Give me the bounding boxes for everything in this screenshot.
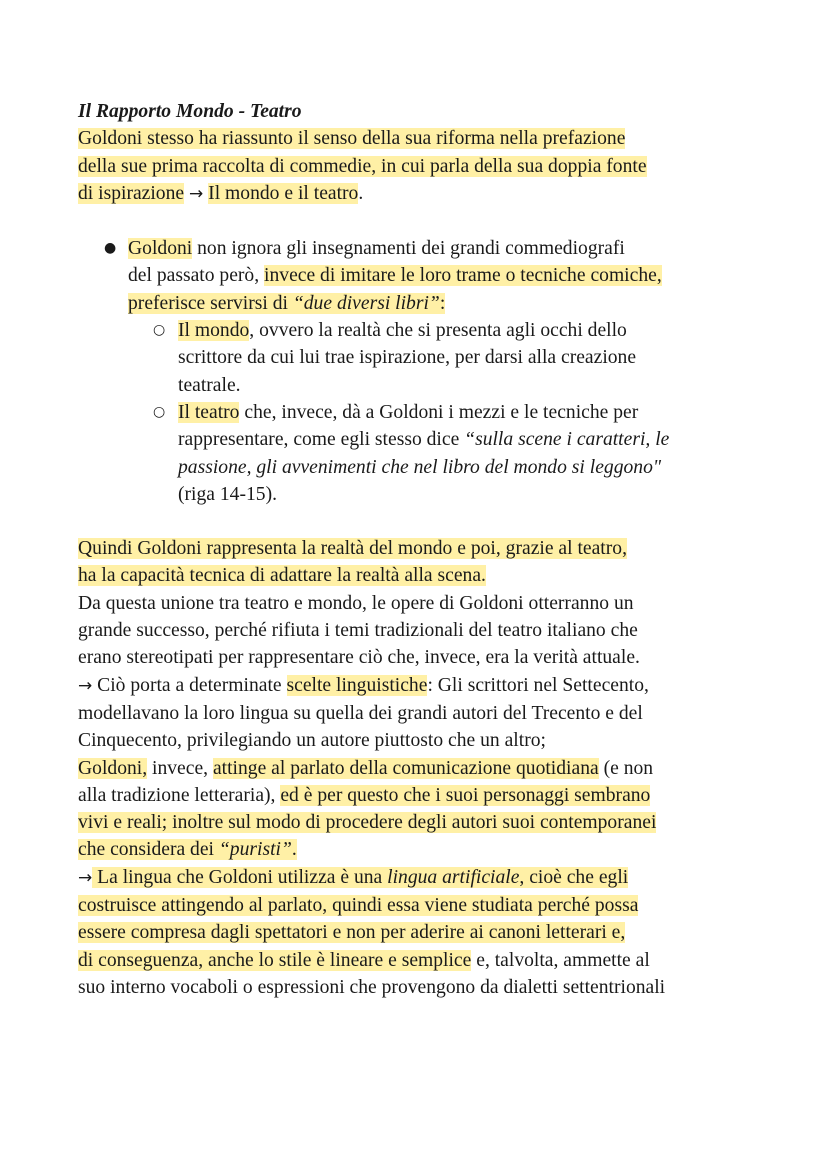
body-q1: Quindi Goldoni rappresenta la realtà del mondo e poi, grazie al teatro, — [78, 538, 627, 560]
list-item — [78, 399, 788, 508]
bullet-line-2b: invece di imitare le loro trame o tecniche comiche, — [264, 265, 662, 287]
body-l4a: di conseguenza, anche lo stile è lineare e semplice — [78, 949, 472, 971]
body-g2b: ed è per questo che i suoi personaggi sembrano — [280, 784, 651, 806]
body-c1b: scelte linguistiche — [286, 674, 428, 696]
sub2-line-3: passione, gli avvenimenti che nel libro del mondo si leggono" — [178, 456, 662, 478]
bullet-line-3b: “due diversi libri” — [292, 292, 440, 314]
section-title: Il Rapporto Mondo - Teatro — [78, 101, 302, 122]
sub2-line-4: (riga 14-15). — [178, 483, 278, 505]
sub2-line-1: che, invece, dà a Goldoni i mezzi e le tecniche per — [239, 401, 639, 423]
list-item — [78, 317, 788, 399]
intro-line-2: della sue prima raccolta di commedie, in cui parla della sua doppia fonte — [78, 155, 647, 177]
sub1-line-2: scrittore da cui lui trae ispirazione, per darsi alla creazione — [178, 347, 637, 369]
arrow-icon: → — [189, 183, 204, 204]
body-l1c: , cioè che egli — [519, 866, 629, 888]
intro-paragraph: Goldoni stesso ha riassunto il senso della sua riforma nella prefazione della sue prima raccolta di commedie, in cui parla della sua doppia fonte di ispirazione → Il mondo e il teatro. — [78, 128, 647, 204]
bullet-line-1: non ignora gli insegnamenti dei grandi commediografi — [192, 238, 625, 260]
arrow-icon: → — [78, 675, 93, 696]
body-paragraph — [78, 535, 788, 1001]
body-g1d: (e non — [598, 757, 654, 779]
body-l1a: La lingua che Goldoni utilizza è una — [92, 866, 388, 888]
body-l3: essere compresa dagli spettatori e non per aderire ai canoni letterari e, — [78, 922, 626, 944]
body-c2: modellavano la loro lingua su quella dei grandi autori del Trecento e del — [78, 702, 643, 724]
body-c1a: Ciò porta a determinate — [92, 674, 287, 696]
intro-line-3b: Il mondo e il teatro — [208, 182, 359, 204]
intro-line-3a: di ispirazione — [78, 182, 185, 204]
sub1-highlight: Il mondo — [178, 320, 250, 342]
sub-bullet-icon: ○ — [153, 403, 166, 420]
body-d1: Da questa unione tra teatro e mondo, le opere di Goldoni otterranno un — [78, 592, 634, 614]
body-l4b: e, talvolta, ammette al — [471, 949, 650, 971]
sub-bullet-icon: ○ — [153, 322, 166, 339]
bullet-line-3c: : — [439, 292, 446, 314]
body-c3: Cinquecento, privilegiando un autore piuttosto che un altro; — [78, 730, 546, 752]
bullet-icon: ● — [104, 240, 117, 257]
body-g1b: invece, — [147, 757, 213, 779]
body-l2: costruisce attingendo al parlato, quindi essa viene studiata perché possa — [78, 895, 639, 917]
body-l1b: lingua artificiale — [387, 866, 520, 888]
bullet-list — [78, 235, 788, 508]
sub1-line-1: , ovvero la realtà che si presenta agli occhi dello — [249, 320, 627, 342]
body-g4c: . — [291, 839, 297, 861]
sub1-line-3: teatrale. — [178, 374, 241, 396]
bullet-line-3a: preferisce servirsi di — [128, 292, 293, 314]
body-d3: erano stereotipati per rappresentare ciò che, invece, era la verità attuale. — [78, 647, 640, 669]
body-l5: suo interno vocaboli o espressioni che provengono da dialetti settentrionali — [78, 976, 666, 998]
body-g1c: attinge al parlato della comunicazione quotidiana — [212, 757, 599, 779]
body-g3: vivi e reali; inoltre sul modo di procedere degli autori suoi contemporanei — [78, 812, 657, 834]
body-g1a: Goldoni, — [78, 757, 148, 779]
body-c1c: : Gli scrittori nel Settecento, — [427, 674, 649, 696]
body-d2: grande successo, perché rifiuta i temi tradizionali del teatro italiano che — [78, 620, 638, 642]
sub2-line-2b: “sulla scene i caratteri, le — [464, 429, 670, 451]
body-g4b: “puristi” — [218, 839, 292, 861]
body-q2: ha la capacità tecnica di adattare la realtà alla scena. — [78, 565, 486, 587]
arrow-icon: → — [78, 867, 93, 888]
sub2-highlight: Il teatro — [178, 401, 240, 423]
sub2-line-2a: rappresentare, come egli stesso dice — [178, 429, 465, 451]
list-item — [78, 235, 788, 317]
intro-line-1: Goldoni stesso ha riassunto il senso della sua riforma nella prefazione — [78, 128, 626, 150]
bullet-goldoni: Goldoni — [128, 238, 193, 260]
body-g2a: alla tradizione letteraria), — [78, 784, 281, 806]
body-g4a: che considera dei — [78, 839, 219, 861]
bullet-line-2a: del passato però, — [128, 265, 265, 287]
